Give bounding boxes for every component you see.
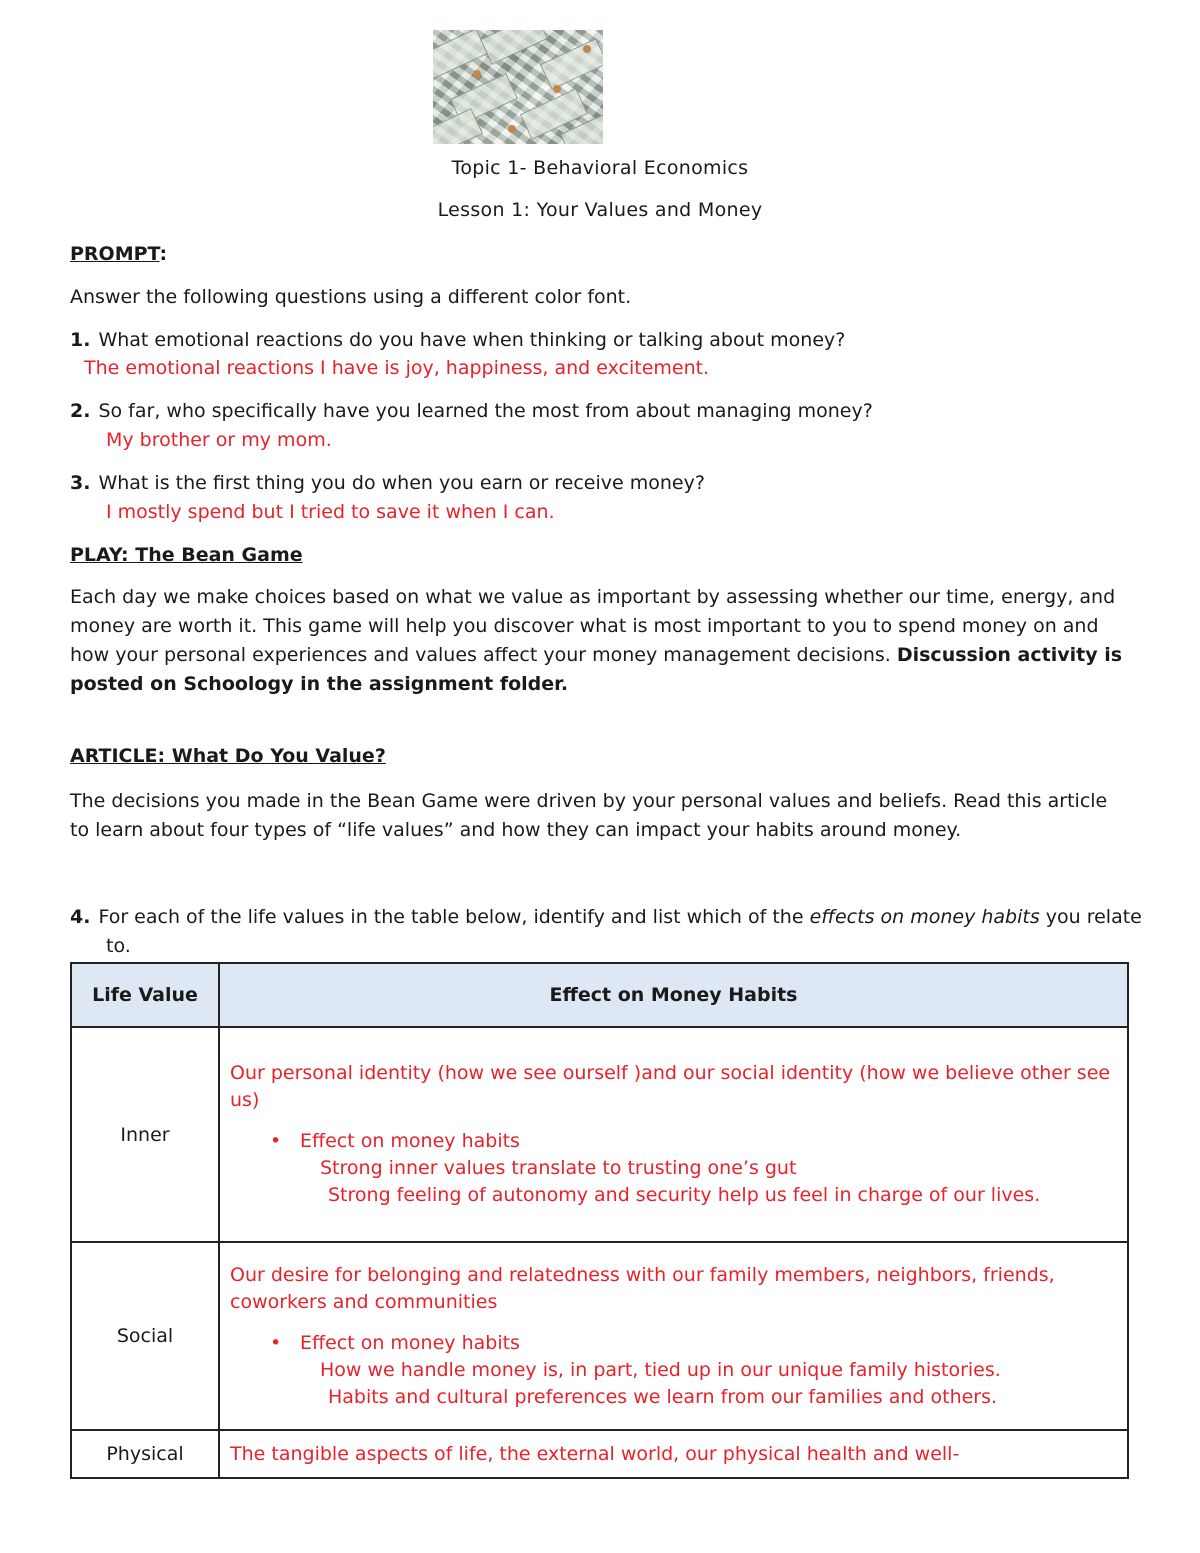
answer-1: The emotional reactions I have is joy, happiness, and excitement. (84, 357, 710, 379)
topic-title: Topic 1- Behavioral Economics (451, 157, 749, 179)
money-photo (433, 30, 603, 144)
answer-2: My brother or my mom. (106, 429, 332, 451)
table-row (71, 1242, 1128, 1430)
prompt-instruction: Answer the following questions using a different color font. (70, 286, 632, 308)
article-body: The decisions you made in the Bean Game were driven by your personal values and beliefs. Read this article to learn about four types of “life values” and how they can impact your habits around money. (70, 790, 1108, 841)
question-2: 2. So far, who specifically have you learned the most from about managing money? (70, 400, 873, 422)
question-4: 4. For each of the life values in the table below, identify and list which of the effects on money habits you relate to. (70, 906, 1142, 957)
effect-list: • Effect on money habits Strong inner values translate to trusting one’s gut Strong feeling of autonomy and security help us feel in charge of our lives. (270, 1130, 1041, 1206)
table-row (71, 1027, 1128, 1242)
article-heading: ARTICLE: What Do You Value? (70, 745, 386, 767)
effect-physical: The tangible aspects of life, the external world, our physical health and well- (219, 1430, 1128, 1478)
table-row (71, 1430, 1128, 1478)
header-life-value: Life Value (71, 963, 219, 1027)
life-value-social: Social (71, 1242, 219, 1430)
play-body: Each day we make choices based on what we value as important by assessing whether our time, energy, and money are worth it. This game will help you discover what is most important to you to spend money on and how your personal experiences and values affect your money management decisions. Discussion activity is posted on Schoology in the assignment folder. (70, 586, 1123, 695)
prompt-heading: PROMPT (70, 243, 160, 265)
bullet-icon: • (270, 1130, 282, 1152)
table-header-row (71, 963, 1128, 1027)
answer-3: I mostly spend but I tried to save it when I can. (106, 501, 555, 523)
prompt-heading-line: PROMPT: (70, 243, 168, 265)
bullet-icon: • (270, 1331, 282, 1354)
question-1: 1. What emotional reactions do you have when thinking or talking about money? (70, 329, 846, 351)
effect-list: • Effect on money habits How we handle money is, in part, tied up in our unique family histories. Habits and cultural preferences we learn from our families and others. (270, 1331, 1001, 1408)
life-value-inner: Inner (71, 1027, 219, 1242)
effect-inner: Our personal identity (how we see ourself )and our social identity (how we believe other see us) • Effect on money habits Strong inner values translate to trusting one’s gut Strong feeling of autonomy and security help us feel in charge of our lives. (219, 1027, 1128, 1242)
question-3: 3. What is the first thing you do when you earn or receive money? (70, 472, 705, 494)
header-effect: Effect on Money Habits (219, 963, 1128, 1027)
life-value-physical: Physical (71, 1430, 219, 1478)
effect-social: Our desire for belonging and relatedness with our family members, neighbors, friends, coworkers and communities • Effect on money habits How we handle money is, in part, tied up in our unique family histories. Habits and cultural preferences we learn from our families and others. (219, 1242, 1128, 1430)
life-values-table (70, 962, 1129, 1479)
lesson-title: Lesson 1: Your Values and Money (437, 199, 763, 221)
play-heading: PLAY: The Bean Game (70, 544, 303, 566)
